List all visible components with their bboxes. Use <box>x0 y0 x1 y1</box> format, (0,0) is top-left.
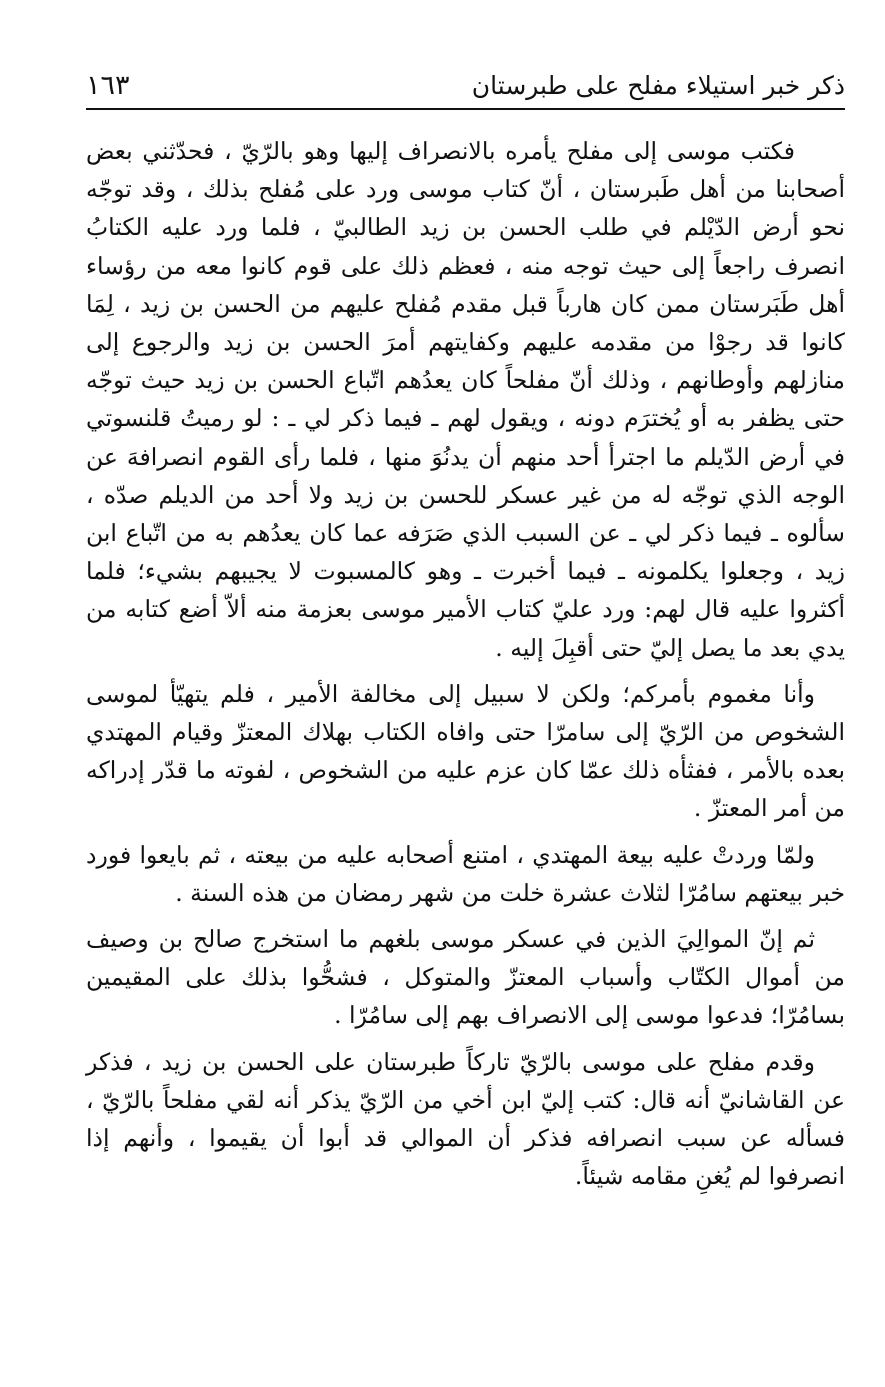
paragraph-4: ثم إنّ الموالِيَ الذين في عسكر موسى بلغهم ما استخرج صالح بن وصيف من أموال الكتّاب وأسباب المعتزّ والمتوكل ، فشحُّوا بذلك على المقيمين بسامُرّا؛ فدعوا موسى إلى الانصراف بهم إلى سامُرّا . <box>86 925 845 1030</box>
paragraph-1: فكتب موسى إلى مفلح يأمره بالانصراف إليها وهو بالرّيّ ، فحدّثني بعض أصحابنا من أهل طَبرستان ، أنّ كتاب موسى ورد على مُفلح بذلك ، وقد توجّه نحو أرض الدّيْلم في طلب الحسن بن زيد الطالبيّ ، فلما ورد عليه الكتابُ انصرف راجعاً إلى حيث توجه منه ، فعظم ذلك على قوم كانوا معه من رؤساء أهل طَبَرستان ممن كان هارباً قبل مقدم مُفلح عليهم من الحسن بن زيد ، لِمَا كانوا قد رجوْا من مقدمه عليهم وكفايتهم أمرَ الحسن بن زيد والرجوع إلى منازلهم وأوطانهم ، وذلك أنّ مفلحاً كان يعدُهم اتّباع الحسن بن زيد حيث توجّه حتى يظفر به أو يُخترَم دونه ، ويقول لهم ـ فيما ذكر لي ـ : لو رميتُ قلنسوتي في أرض الدّيلم ما اجترأ أحد منهم أن يدنُوَ منها ، فلما رأى القوم انصرافهَ عن الوجه الذي توجّه له من غير عسكر للحسن بن زيد ولا أحد من الديلم صدّه ، سألوه ـ فيما ذكر لي ـ عن السبب الذي صَرَفه عما كان يعدُهم به من اتّباع ابن زيد ، وجعلوا يكلمونه ـ فيما أخبرت ـ وهو كالمسبوت لا يجيبهم بشيء؛ فلما أكثروا عليه قال لهم: ورد عليّ كتاب الأمير موسى بعزمة منه ألاّ أضع كتابه من يدي بعد ما يصل إليّ حتى أقبِلَ إليه . <box>86 137 845 662</box>
page-header <box>86 62 845 110</box>
running-title: ذكر خبر استيلاء مفلح على طبرستان <box>471 70 845 100</box>
paragraph-2: وأنا مغموم بأمركم؛ ولكن لا سبيل إلى مخالفة الأمير ، فلم يتهيّأ لموسى الشخوص من الرّيّ إلى سامرّا حتى وافاه الكتاب بهلاك المعتزّ وقيام المهتدي بعده بالأمر ، ففثأه ذلك عمّا كان عزم عليه من الشخوص ، لفوته ما قدّر إدراكه من أمر المعتزّ . <box>86 679 845 823</box>
page-body <box>86 132 845 1203</box>
paragraph-5: وقدم مفلح على موسى بالرّيّ تاركاً طبرستان على الحسن بن زيد ، فذكر عن القاشانيّ أنه قال: كتب إليّ ابن أخي من الرّيّ يذكر أنه لقي مفلحاً بالرّيّ ، فسأله عن سبب انصرافه فذكر أن الموالي قد أبوا أن يقيموا ، وأنهم إذا انصرفوا لم يُغنِ مقامه شيئاً. <box>86 1047 845 1191</box>
paragraph-3: ولمّا وردتْ عليه بيعة المهتدي ، امتنع أصحابه عليه من بيعته ، ثم بايعوا فورد خبر بيعتهم سامُرّا لثلاث عشرة خلت من شهر رمضان من هذه السنة . <box>86 840 845 907</box>
page-number: ١٦٣ <box>86 69 130 101</box>
